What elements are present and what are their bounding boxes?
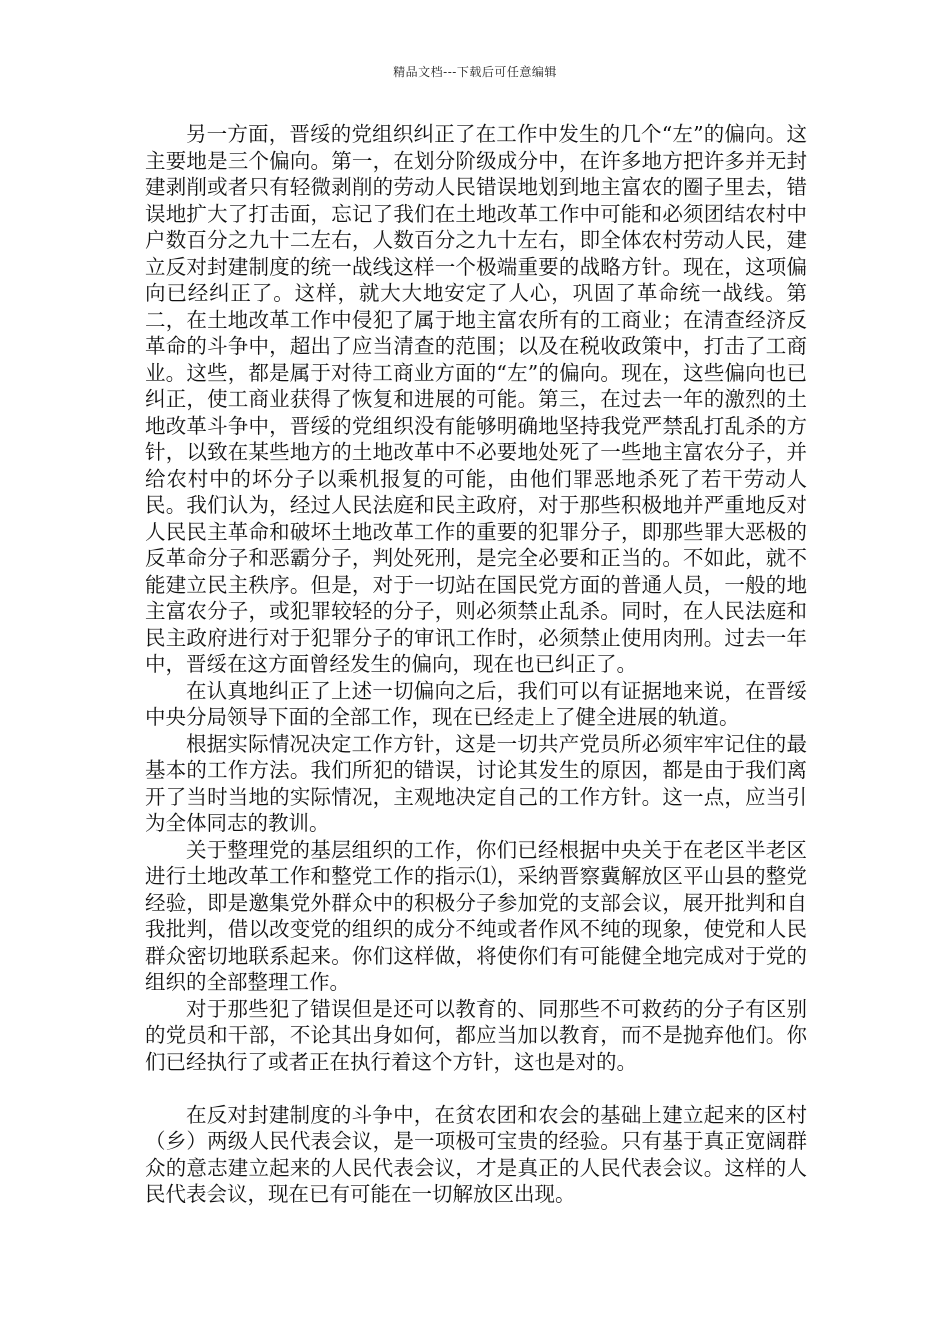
paragraph-gap [145, 1075, 807, 1102]
paragraph-4: 关于整理党的基层组织的工作，你们已经根据中央关于在老区半老区进行土地改革工作和整党工作的指示⑴，采纳晋察冀解放区平山县的整党经验，即是邀集党外群众中的积极分子参加党的支部会议，展开批判和自我批判，借以改变党的组织的成分不纯或者作风不纯的现象，使党和人民群众密切地联系起来。你们这样做，将使你们有可能健全地完成对于党的组织的全部整理工作。 [145, 837, 807, 994]
paragraph-3: 根据实际情况决定工作方针，这是一切共产党员所必须牢牢记住的最基本的工作方法。我们所犯的错误，讨论其发生的原因，都是由于我们离开了当时当地的实际情况，主观地决定自己的工作方针。这一点，应当引为全体同志的教训。 [145, 731, 807, 835]
paragraph-5: 对于那些犯了错误但是还可以教育的、同那些不可救药的分子有区别的党员和干部，不论其出身如何，都应当加以教育，而不是抛弃他们。你们已经执行了或者正在执行着这个方针，这也是对的。 [145, 996, 807, 1074]
page-header: 精品文档---下载后可任意编辑 [393, 65, 557, 79]
document-body [145, 121, 807, 1208]
paragraph-1: 另一方面，晋绥的党组织纠正了在工作中发生的几个“左”的偏向。这主要地是三个偏向。第一，在划分阶级成分中，在许多地方把许多并无封建剥削或者只有轻微剥削的劳动人民错误地划到地主富农的圈子里去，错误地扩大了打击面，忘记了我们在土地改革工作中可能和必须团结农村中户数百分之九十二左右，人数百分之九十左右，即全体农村劳动人民，建立反对封建制度的统一战线这样一个极端重要的战略方针。现在，这项偏向已经纠正了。这样，就大大地安定了人心，巩固了革命统一战线。第二，在土地改革工作中侵犯了属于地主富农所有的工商业；在清查经济反革命的斗争中，超出了应当清查的范围；以及在税收政策中，打击了工商业。这些，都是属于对待工商业方面的“左”的偏向。现在，这些偏向也已纠正，使工商业获得了恢复和进展的可能。第三，在过去一年的激烈的土地改革斗争中，晋绥的党组织没有能够明确地坚持我党严禁乱打乱杀的方针，以致在某些地方的土地改革中不必要地处死了一些地主富农分子，并给农村中的坏分子以乘机报复的可能，由他们罪恶地杀死了若干劳动人民。我们认为，经过人民法庭和民主政府，对于那些积极地并严重地反对人民民主革命和破坏土地改革工作的重要的犯罪分子，即那些罪大恶极的反革命分子和恶霸分子，判处死刑，是完全必要和正当的。不如此，就不能建立民主秩序。但是，对于一切站在国民党方面的普通人员，一般的地主富农分子，或犯罪较轻的分子，则必须禁止乱杀。同时，在人民法庭和民主政府进行对于犯罪分子的审讯工作时，必须禁止使用肉刑。过去一年中，晋绥在这方面曾经发生的偏向，现在也已纠正了。 [145, 122, 807, 676]
paragraph-2: 在认真地纠正了上述一切偏向之后，我们可以有证据地来说，在晋绥中央分局领导下面的全部工作，现在已经走上了健全进展的轨道。 [145, 678, 807, 729]
paragraph-6: 在反对封建制度的斗争中，在贫农团和农会的基础上建立起来的区村（乡）两级人民代表会议，是一项极可宝贵的经验。只有基于真正宽阔群众的意志建立起来的人民代表会议，才是真正的人民代表会议。这样的人民代表会议，现在已有可能在一切解放区出现。 [145, 1102, 807, 1206]
